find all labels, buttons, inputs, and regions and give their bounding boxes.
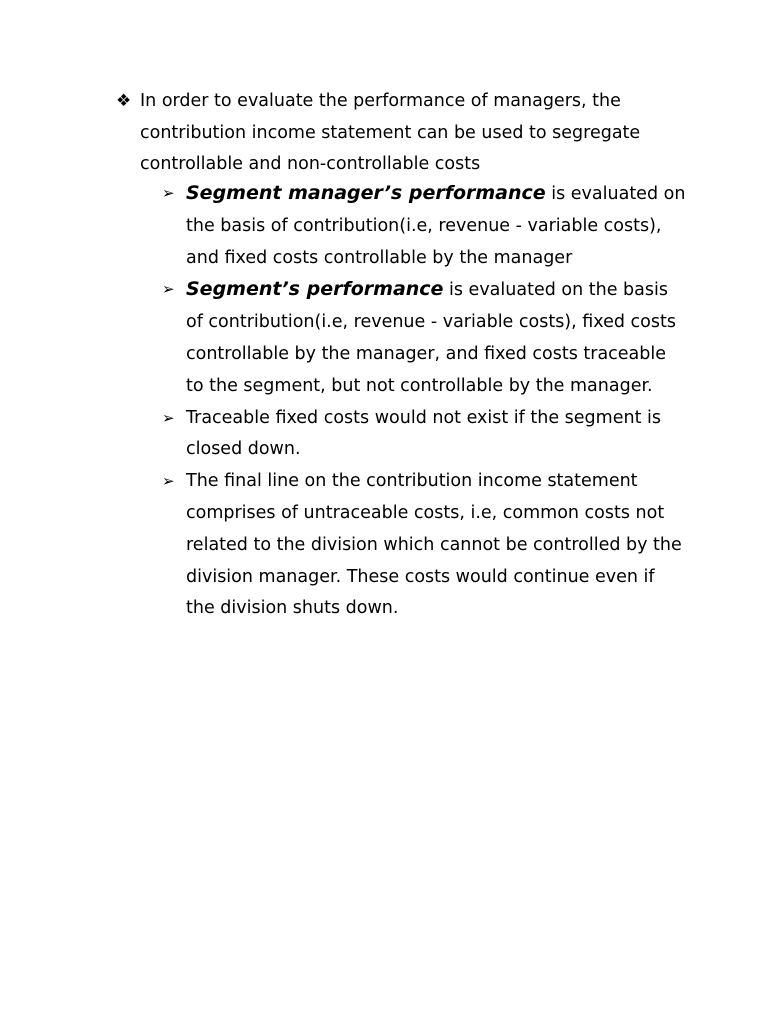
arrow-bullet-icon: ➢: [162, 184, 175, 202]
arrow-bullet-icon: ➢: [162, 408, 175, 427]
main-bullet-text: In order to evaluate the performance of managers, the contribution income statement can be used to segregate controllable and non-controllable costs: [140, 91, 641, 174]
body-text: is evaluated on the basis of contribution(i.e, revenue - variable costs), fixed costs controllable by the manager, and fixed costs traceable to the segment, but not controllable by the manager.: [186, 280, 676, 396]
diamond-bullet-icon: ❖: [116, 91, 132, 111]
body-text: is evaluated on the basis of contribution(i.e, revenue - variable costs), and fixed costs controllable by the manager: [186, 184, 686, 268]
sub-bullet-segment-manager: [162, 178, 702, 274]
sub-bullet-traceable-costs: [162, 403, 702, 467]
arrow-bullet-icon: ➢: [162, 280, 175, 299]
main-bullet-point: [116, 86, 716, 181]
sub-bullet-segment: [162, 274, 702, 402]
sub-bullet-text: [186, 274, 686, 402]
emphasis-phrase: Segment manager’s performance: [186, 182, 546, 204]
emphasis-phrase: Segment’s performance: [186, 278, 444, 301]
sub-bullet-untraceable-costs: [162, 466, 702, 625]
sub-bullet-text: [186, 178, 686, 274]
sub-bullet-text: The final line on the contribution income statement comprises of untraceable costs, i.e, common costs not related to the division which cannot be controlled by the division manager. These costs would continue even if the division shuts down.: [186, 471, 682, 619]
arrow-bullet-icon: ➢: [162, 472, 175, 491]
sub-bullet-list: [162, 178, 702, 625]
sub-bullet-text: Traceable fixed costs would not exist if the segment is closed down.: [186, 407, 661, 460]
